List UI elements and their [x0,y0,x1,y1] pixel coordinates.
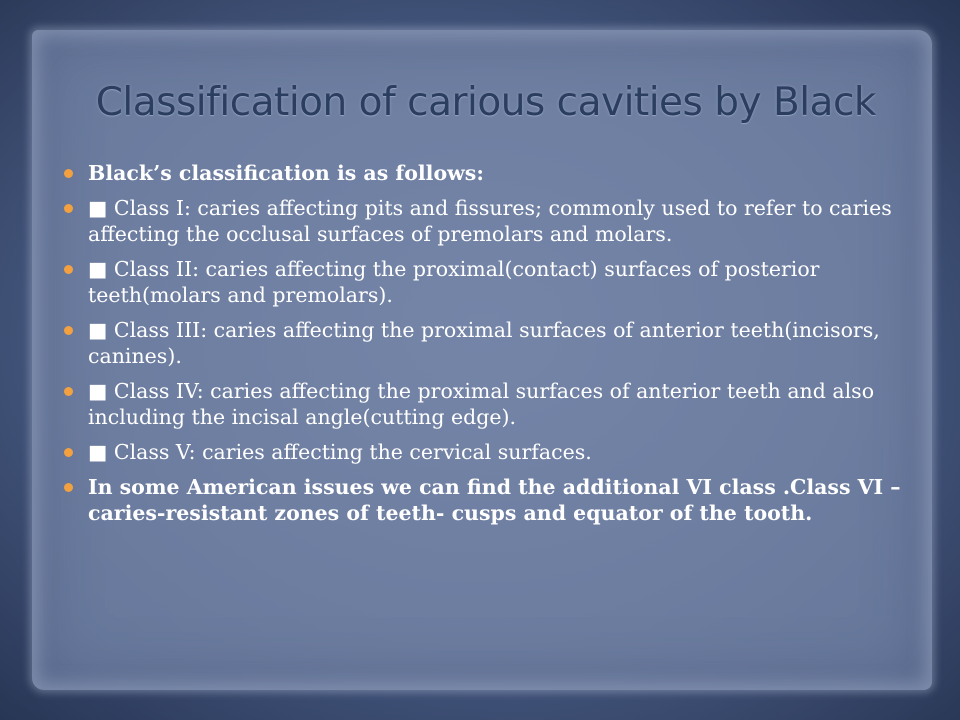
bullet-text: ■ Class II: caries affecting the proximal(contact) surfaces of posterior teeth(molars and premolars). [88,257,820,307]
bullet-item [62,160,902,186]
slide-title: Classification of carious cavities by Black [95,80,876,125]
bullet-text: ■ Class V: caries affecting the cervical surfaces. [88,440,592,464]
bullet-dot-icon [64,326,73,335]
bullet-text: ■ Class IV: caries affecting the proximal surfaces of anterior teeth and also including the incisal angle(cutting edge). [88,379,875,429]
bullet-item [62,317,902,369]
bullet-dot-icon [64,265,73,274]
bullet-text: ■ Class I: caries affecting pits and fissures; commonly used to refer to caries affecting the occlusal surfaces of premolars and molars. [88,196,892,246]
bullet-item [62,439,902,465]
bullet-item [62,474,902,526]
bullet-text: In some American issues we can find the additional VI class .Class VI – caries-resistant zones of teeth- cusps and equator of the tooth. [88,475,901,525]
bullet-text: Black’s classification is as follows: [88,161,484,185]
bullet-dot-icon [64,448,73,457]
bullet-list [62,160,902,535]
bullet-text: ■ Class III: caries affecting the proximal surfaces of anterior teeth(incisors, canines). [88,318,880,368]
bullet-dot-icon [64,169,73,178]
bullet-item [62,195,902,247]
bullet-item [62,378,902,430]
bullet-item [62,256,902,308]
bullet-dot-icon [64,483,73,492]
bullet-dot-icon [64,204,73,213]
bullet-dot-icon [64,387,73,396]
